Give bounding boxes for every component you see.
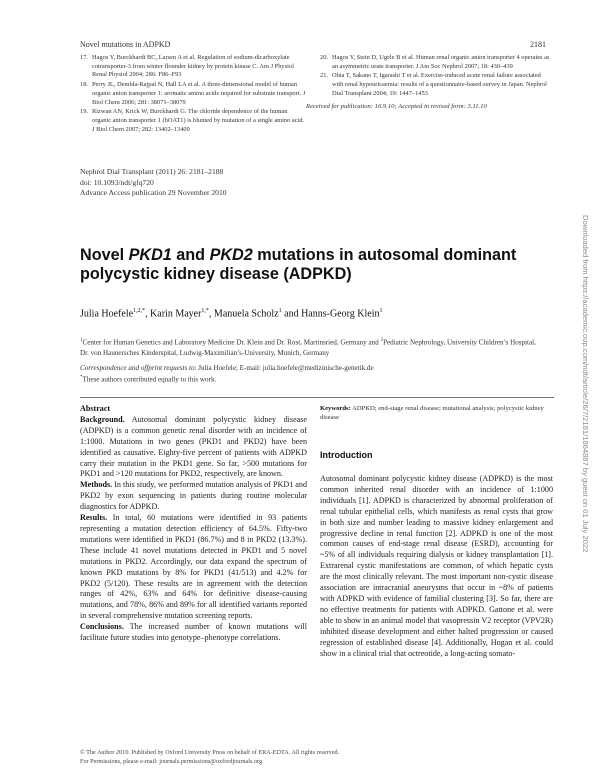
section-divider [80,397,554,398]
reference-item: 20. Hagos Y, Stein D, Ugele B et al. Human renal organic anion transporter 4 operates as an asymmetric urate transporter. J Am Soc Nephrol 2007; 18: 430–439 [320,54,550,70]
references-right [320,54,550,100]
reference-item: 17. Hagos Y, Burckhardt BC, Larsen A et al. Regulation of sodium-dicarboxylate cotransporter-3 from winter flounder kidney by protein kinase C. Am J Physiol Renal Physiol 2004; 286: F86–F93 [80,54,294,79]
keywords: Keywords: ADPKD; end-stage renal disease; mutational analysis; polycystic kidney disease [320,405,544,421]
introduction-body: Autosomal dominant polycystic kidney disease (ADPKD) is the most common inherited renal disorder with an incidence of 1:1000 individuals [1]. ADPKD is characterized by abnormal proliferation of renal tubular epithelial cells, which manifests as renal cysts that grow in both size and number leading to massive kidney enlargement and progressive decline in renal function [2]. ADPKD is one of the most common causes of end-stage renal disease (ESRD), accounting for ~5% of all individuals requiring dialysis or kidney transplantation [1]. Extrarenal cystic manifestations are common, of which hepatic cysts are the most clinically relevant. The most important non-cystic disease association are intracranial aneurysms that occur in ~8% of patients with ADPKD with evidence of familial clustering [3]. So far, there are no effective treatments for patients with ADPKD. Gattone et al. were able to show in an animal model that vasopressin V2 receptor (VPV2R) inhibited disease development and either halted progression or caused regression of established disease [4]. Additionally, Hogan et al. could show in a clinical trial that octreotide, a long-acting somato- [320,474,553,658]
download-watermark: Downloaded from https://academic.oup.com/ndt/article/26/7/2181/1864887 by guest on 01 July 2022 [581,215,590,553]
copyright-footer: © The Author 2010. Published by Oxford University Press on behalf of ERA-EDTA. All rights reserved. For Permissions, please e-mail: journals.permissions@oxfordjournals.org [80,749,340,765]
author-name[interactable]: and Hanns-Georg Klein [284,308,380,320]
abstract-background: Background. Autosomal dominant polycystic kidney disease (ADPKD) is a common genetic renal disorder with an incidence of 1:1000. Mutations in two genes (PKD1 and PKD2) have been identified as causative. Eighty-five percent of patients with ADPKD carry their mutation in the PKD1 gene. So far, >500 mutations for PKD1 and >120 mutations for PKD2, respectively, are known. [80,414,307,479]
page-number: 2181 [530,40,546,49]
article-title: Novel PKD1 and PKD2 mutations in autosomal dominant polycystic kidney disease (ADPKD) [80,246,517,283]
journal-citation: Nephrol Dial Transplant (2011) 26: 2181–2188 [80,167,224,176]
article-meta [80,167,227,199]
reference-item: 21. Ohta T, Sakano T, Igarashi T et al. Exercise-induced acute renal failure associated with renal hypouricaemia: results of a questionnaire-based survey in Japan. Nephrol Dial Transplant 2004; 19: 1447–1453 [320,72,547,97]
abstract-heading: Abstract [80,404,111,413]
received-dates: Received for publication: 16.9.10; Accepted in revised form: 3.11.10 [306,103,487,110]
correspondence: Correspondence and offprint requests to: Julia Hoefele; E-mail: julia.hoefele@medizinische-genetik.de *These authors contributed equally to this work. [80,364,374,384]
abstract-results: Results. In total, 60 mutations were identified in 93 patients representing a mutation detection efficiency of 64.5%. Fifty-two mutations were identified in PKD1 (86.7%) and 8 in PKD2 (13.3%). These include 41 novel mutations detected in PKD1 and 5 novel mutations in PKD2. Accordingly, our data expand the spectrum of known PKD mutations by 8% for PKD1 (41/513) and 4.2% for PKD2 (5/120). These results are in agreement with the detection ranges of 42%, 63% and 64% for definitive disease-causing mutations, and 78%, 86% and 89% for all identified variants reported in several comprehensive mutation screening reports. [80,513,307,621]
advance-access: Advance Access publication 29 November 2010 [80,188,227,198]
references-left [80,54,307,135]
abstract-methods: Methods. In this study, we performed mutation analysis of PKD1 and PKD2 by exon sequencing in patients during routine molecular diagnostics for ADPKD. [80,480,307,512]
affiliations: $^1$Center for Human Genetics and Laboratory Medicine Dr. Klein and Dr. Rost, Martinsried, Germany and $^2$Pediatric Nephrology, University Children’s Hospital, Dr. von Haunersches Kinderspital, Ludwig-Maximilian’s-University, Munich, Germany [80,338,536,357]
abstract [80,404,307,644]
doi[interactable]: doi: 10.1093/ndt/gfq720 [80,177,154,187]
author-name[interactable]: Julia Hoefele [80,308,134,320]
reference-item: 18. Perry JL, Dembla-Rajpal N, Hall LA et al. A three-dimensional model of human organic anion transporter 1: aromatic amino acids required for substrate transport. J Biol Chem 2006; 281: 38071–38079 [80,81,306,106]
abstract-conclusions: Conclusions. The increased number of known mutations will facilitate future studies into genotype–phenotype correlations. [80,622,307,643]
author-name[interactable]: Karin Mayer [150,308,202,320]
introduction-heading: Introduction [320,450,373,460]
reference-item: 19. Rizwan AN, Krick W, Burckhardt G. The chloride dependence of the human organic anion transporter 1 (hOAT1) is blunted by mutation of a single amino acid. J Biol Chem 2007; 282: 13402–13409 [80,108,305,133]
author-list: Julia Hoefele$^{1,2,*}$, Karin Mayer$^{1,*}$, Manuela Scholz$^1$ and Hanns-Georg Klein$^1$ [80,308,383,320]
running-title: Novel mutations in ADPKD [80,40,171,49]
author-name[interactable]: Manuela Scholz [213,308,279,320]
